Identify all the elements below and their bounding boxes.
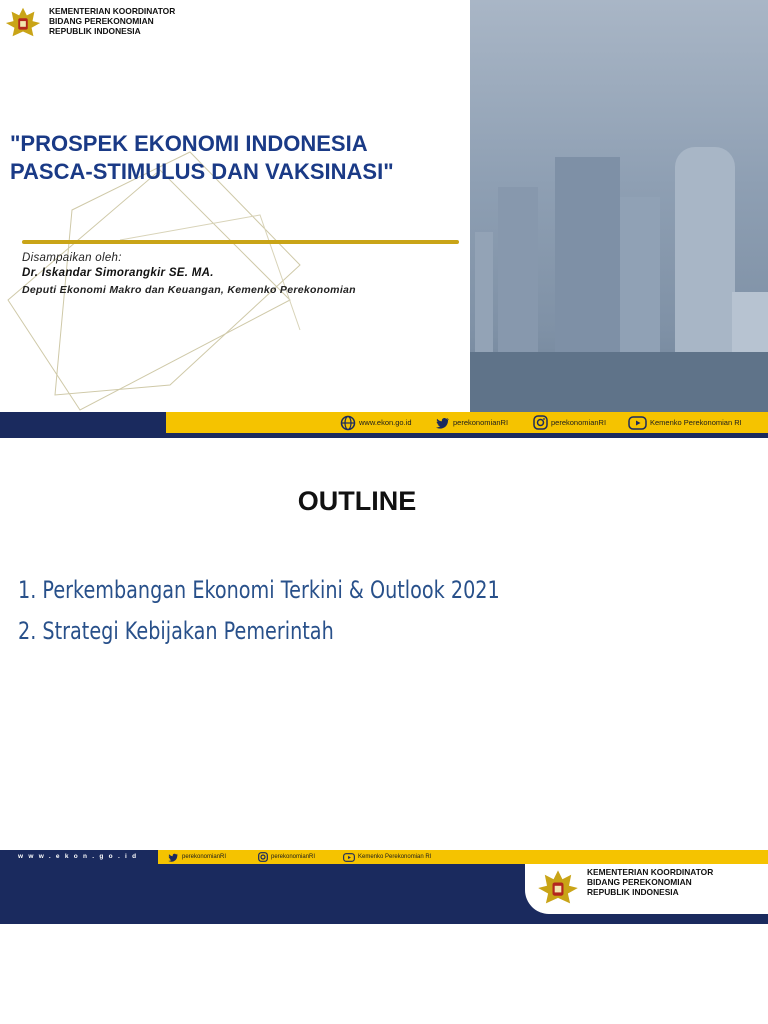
twitter-icon	[436, 417, 450, 429]
garuda-emblem-icon	[536, 866, 580, 910]
title-underline	[22, 240, 459, 244]
garuda-emblem-icon	[4, 4, 42, 42]
twitter-icon	[168, 853, 179, 862]
youtube-link[interactable]: Kemenko Perekonomian RI	[628, 412, 742, 433]
speaker-position: Deputi Ekonomi Makro dan Keuangan, Kemenko Perekonomian	[22, 284, 356, 296]
ministry-name: KEMENTERIAN KOORDINATOR BIDANG PEREKONOMIAN REPUBLIK INDONESIA	[587, 867, 714, 897]
website-link[interactable]: www.ekon.go.id	[340, 412, 412, 433]
presentation-title: "PROSPEK EKONOMI INDONESIA PASCA-STIMULUS DAN VAKSINASI"	[10, 131, 394, 184]
city-skyline-photo	[470, 0, 768, 412]
outline-heading: OUTLINE	[297, 486, 417, 516]
twitter-link[interactable]: perekonomianRI	[168, 850, 226, 864]
footer-bar-left	[0, 412, 166, 438]
speaker-name: Dr. Iskandar Simorangkir SE. MA.	[22, 267, 214, 279]
instagram-icon	[258, 852, 268, 862]
footer-bar	[158, 850, 768, 864]
outline-item: 1. Perkembangan Ekonomi Terkini & Outlook 2021	[18, 576, 500, 604]
globe-icon	[340, 415, 356, 431]
title-slide	[0, 0, 768, 438]
youtube-icon	[628, 416, 647, 430]
instagram-link[interactable]: perekonomianRI	[258, 850, 315, 864]
ministry-name: KEMENTERIAN KOORDINATOR BIDANG PEREKONOMIAN REPUBLIK INDONESIA	[49, 6, 176, 36]
youtube-link[interactable]: Kemenko Perekonomian RI	[343, 850, 431, 864]
footer-bar-strip	[166, 433, 768, 438]
instagram-icon	[533, 415, 548, 430]
presented-by-label: Disampaikan oleh:	[22, 252, 122, 264]
website-link[interactable]: www.ekon.go.id	[18, 853, 142, 860]
instagram-link[interactable]: perekonomianRI	[533, 412, 606, 433]
youtube-icon	[343, 853, 355, 862]
twitter-link[interactable]: perekonomianRI	[436, 412, 508, 433]
outline-item: 2. Strategi Kebijakan Pemerintah	[18, 617, 334, 645]
decorative-lines	[0, 0, 470, 412]
